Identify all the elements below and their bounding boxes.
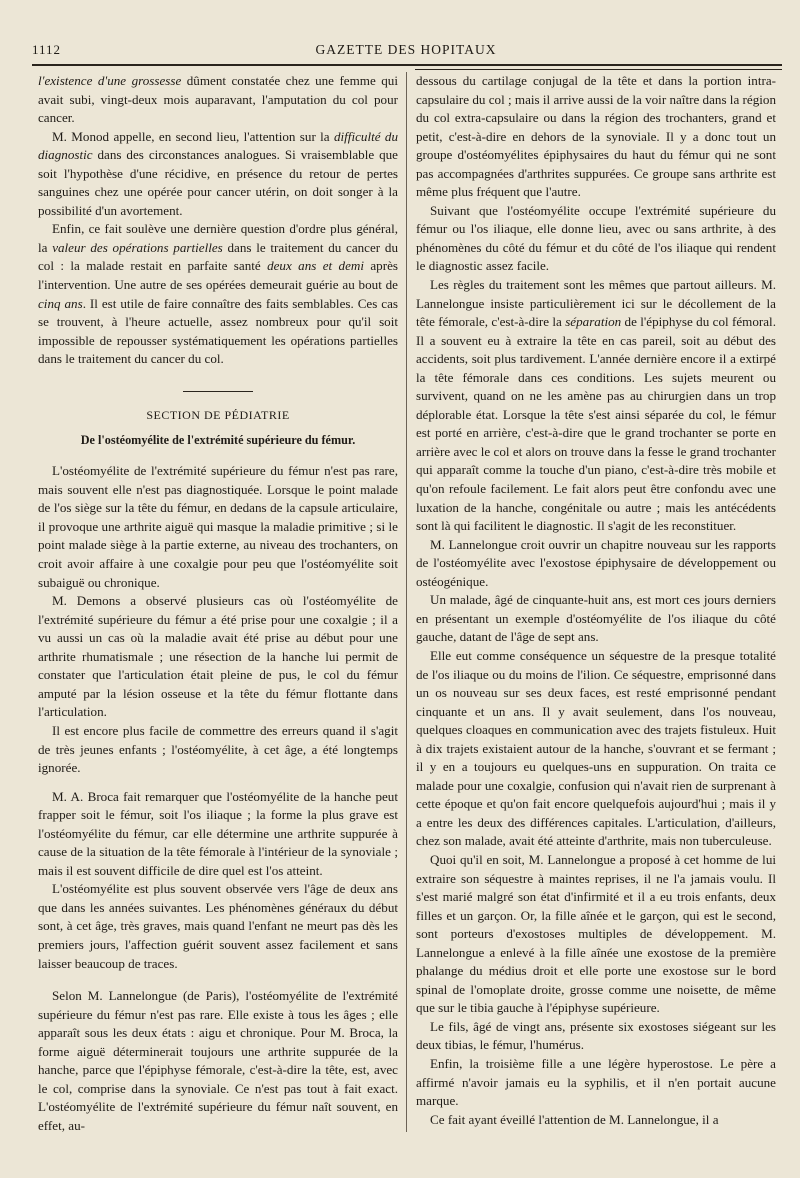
paragraph: Le fils, âgé de vingt ans, présente six exostoses siégeant sur les deux tibias, le fémur, l'humérus. xyxy=(416,1018,776,1053)
text: dans des circonstances analogues. Si vraisemblable que soit l'hypothèse d'une récidive, en présence du retour de pertes sanguines chez une opérée pour cancer utérin, on doit songer à la possibilité d'un avortement. xyxy=(38,147,398,218)
text: Enfin, ce fait soulève une dernière question d'ordre plus général, la xyxy=(38,221,398,255)
text: dûment constatée chez une femme qui avait subi, vingt-deux mois auparavant, l'amputation du col pour cancer. xyxy=(38,73,398,126)
italic-phrase: l'existence d'une grossesse xyxy=(38,73,182,88)
text: Les règles du traitement sont les mêmes que partout ailleurs. M. Lannelongue insiste particulièrement ici sur le décollement de la tête fémorale, c'est-à-dire la xyxy=(416,277,776,330)
text: . Il est utile de faire connaître des faits semblables. Ces cas se trouvent, à l'heure actuelle, assez nombreux pour qu'il soit impossible de repousser systématiquement les opérations partielles dans le traitement du cancer du col. xyxy=(38,295,398,367)
running-title: GAZETTE DES HOPITAUX xyxy=(315,42,497,57)
paragraph: M. Demons a observé plusieurs cas où l'ostéomyélite de l'extrémité supérieure du fémur a été prise pour une coxalgie ; il a vu aussi un cas où la maladie avait été prise au début pour une arthrite rhumatismale ; une résection de la hanche lui permit de constater que l'articulation était pleine de pus, le col du fémur amputé par la lésion osseuse et la tête du fémur flottante dans l'articulation. xyxy=(38,593,398,720)
text: de l'épiphyse du col fémoral. Il a souvent eu à extraire la tête en cas pareil, soit au début des accidents, soit plus tardivement. L'année dernière encore il a extirpé la tête fémorale dans ces conditions. Les sujets meurent ou survivent, quand on ne les amène pas au chirurgien dans un trop déplorable état. Lorsque la tête s'est ainsi séparée du col, le fémur est porté en arrière, c'est-à-dire que le grand trochanter se porte en arrière avec le col et alors on trouve dans la fesse le grand trochanter qui apparaît comme la touche d'un piano, c'est-à-dire très mobile et qu'on refoule facilement. Le fait alors peut être confondu avec une luxation de la hanche, congénitale ou autre ; mais les antécédents sont là qui facilitent le diagnostic. Il s'agit de les reconstituer. xyxy=(416,314,776,534)
italic-phrase: cinq ans xyxy=(38,295,83,311)
section-title: SECTION DE PÉDIATRIE xyxy=(146,407,290,422)
italic-phrase: séparation xyxy=(565,314,622,330)
text: M. Monod appelle, en second lieu, l'attention sur la xyxy=(52,128,334,144)
left-column xyxy=(38,72,398,1135)
paragraph xyxy=(38,72,398,128)
paragraph xyxy=(38,128,398,221)
paragraph: M. A. Broca fait remarquer que l'ostéomyélite de la hanche peut frapper soit le fémur, soit l'os iliaque ; la forme la plus grave est l'ostéomyélite du fémur, car elle détermine une arthrite suppurée à cause de la situation de la tête fémorale à l'intérieur de la synoviale ; mais il est souvent difficile de dire quel est l'os atteint. xyxy=(38,788,398,878)
italic-phrase: valeur des opérations partielles xyxy=(52,239,223,255)
right-column xyxy=(416,72,776,1129)
header-rule xyxy=(32,64,782,66)
page-number: 1112 xyxy=(32,42,62,57)
paragraph: Selon M. Lannelongue (de Paris), l'ostéomyélite de l'extrémité supérieure du fémur n'est pas rare. Elle existe à tous les âges ; elle apparaît sous les deux états : aigu et chronique. Pour M. Broca, la forme aiguë déterminerait toujours une arthrite suppurée de la hanche, parce que l'épiphyse fémorale, c'est-à-dire la tête, est, avec le col, comprise dans la synoviale. Ce n'est pas tout à fait exact. L'ostéomyélite de l'extrémité supérieure du fémur naît souvent, en effet, au- xyxy=(38,988,398,1133)
paragraph xyxy=(38,220,398,368)
text: après l'intervention. Une autre de ses opérées demeurait guérie au bout de xyxy=(38,258,398,293)
column-divider xyxy=(406,72,407,1132)
header-rule-thin xyxy=(415,69,782,70)
paragraph: dessous du cartilage conjugal de la tête et dans la portion intra-capsulaire du col ; mais il arrive aussi de la voir naître dans la région du col extra-capsulaire ou dans la région des trochanters, grand et petit, c'est-à-dire en dehors de la synoviale. Il y a donc tout un groupe d'ostéomyélites épiphysaires du haut du fémur qui ne sont pas accompagnées d'arthrites suppurées. Ce groupe sans arthrite est même plus fréquent que l'autre. xyxy=(416,73,776,200)
paragraph: Quoi qu'il en soit, M. Lannelongue a proposé à cet homme de lui extraire son séquestre à maintes reprises, il ne l'a jamais voulu. Il s'est marié malgré son état d'infirmité et il a eu trois enfants, deux filles et un garçon. Or, la fille aînée et le garçon, qui est le second, sont porteurs d'exostoses multiples de développement. M. Lannelongue a enlevé à la fille aînée une exostose de la première phalange du médius droit et elle porte une exostose sur le bord spinal de l'omoplate droite, grosse comme une noisette, de même que sur le tibia gauche à l'épiphyse supérieure. xyxy=(416,851,776,1016)
page-header xyxy=(32,38,780,62)
section-separator xyxy=(183,391,253,392)
italic-phrase: deux ans et demi xyxy=(267,258,364,274)
article-title: De l'ostéomyélite de l'extrémité supérieure du fémur. xyxy=(80,433,356,448)
paragraph: Il est encore plus facile de commettre des erreurs quand il s'agit de très jeunes enfants ; l'ostéomyélite, à cet âge, a été longtemps ignorée. xyxy=(38,722,398,776)
text: dans le traitement du cancer du col : la malade restait en parfaite santé xyxy=(38,239,398,274)
paragraph xyxy=(416,276,776,536)
italic-phrase: difficulté du diagnostic xyxy=(38,128,398,163)
paragraph: M. Lannelongue croit ouvrir un chapitre nouveau sur les rapports de l'ostéomyélite avec l'exostose épiphysaire de développement ou ostéogénique. xyxy=(416,536,776,589)
paragraph: Un malade, âgé de cinquante-huit ans, est mort ces jours derniers en présentant un exemple d'ostéomyélite de l'os iliaque du côté gauche, datant de l'âge de sept ans. xyxy=(416,592,776,645)
paragraph: Elle eut comme conséquence un séquestre de la presque totalité de l'os iliaque ou du moins de l'ilion. Ce séquestre, emprisonné dans un os nouveau sur ses deux faces, est resté emprisonné pendant cinquante et un ans. Il y avait seulement, dans l'os nouveau, quelques cloaques en communication avec des trajets fistuleux. Huit à dix trajets existaient autour de la hanche, s'ouvrant et se fermant ; il y en a toujours eu quelques-uns en suppuration. On traita ce malade pour une coxalgie, confusion qui n'avait rien de surprenant à cette époque et qu'on fait encore quelquefois aujourd'hui ; mais il y a entre les deux des différences capitales. L'articulation, d'ailleurs, chez son malade, avait été atteinte d'arthrite, mais non tuberculeuse. xyxy=(416,647,776,849)
paragraph: Suivant que l'ostéomyélite occupe l'extrémité supérieure du fémur ou l'os iliaque, elle donne lieu, avec ou sans arthrite, à des phénomènes du côté du fémur et du côté de l'os iliaque qui rendent le diagnostic assez facile. xyxy=(416,202,776,274)
paragraph: Enfin, la troisième fille a une légère hyperostose. Le père a affirmé n'avoir jamais eu la syphilis, et il n'en portait aucune marque. xyxy=(416,1055,776,1109)
paragraph: Ce fait ayant éveillé l'attention de M. Lannelongue, il a xyxy=(430,1111,719,1127)
paragraph: L'ostéomyélite est plus souvent observée vers l'âge de deux ans que dans les années suivantes. Les phénomènes généraux du début sont, à cet âge, très graves, mais quand l'enfant ne meurt pas dès les premiers jours, l'affection guérit souvent assez facilement et sans laisser beaucoup de traces. xyxy=(38,881,398,971)
paragraph: L'ostéomyélite de l'extrémité supérieure du fémur n'est pas rare, mais souvent elle n'est pas diagnostiquée. Lorsque le point malade de l'os siège sur la tête du fémur, en dedans de la capsule articulaire, il provoque une arthrite aiguë qui masque la maladie primitive ; si le point malade siège à la partie externe, au niveau des trochanters, on croit avoir affaire à une coxalgie pour peu que l'ostéomyélite soit subaiguë ou chronique. xyxy=(38,463,398,590)
